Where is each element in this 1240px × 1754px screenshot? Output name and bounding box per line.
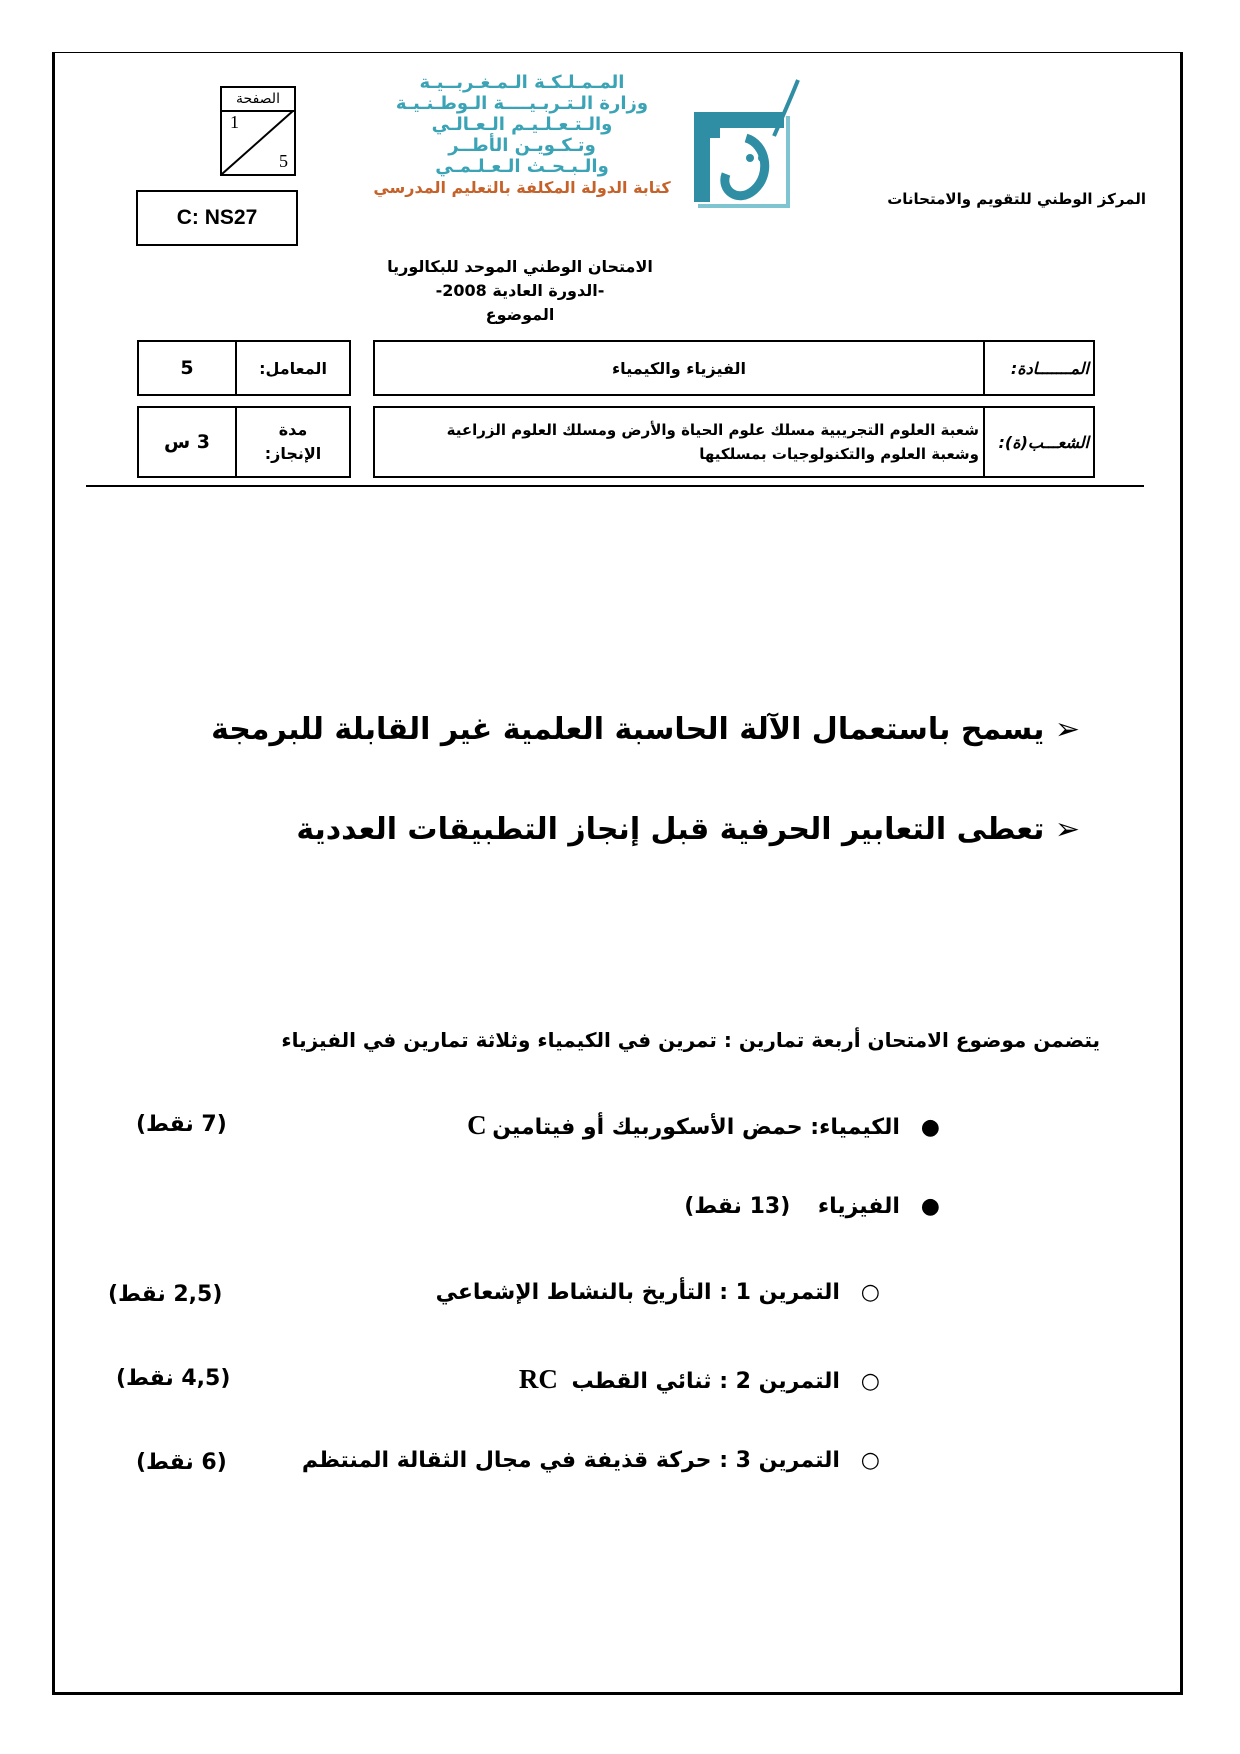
page-total: 5 [279,151,288,171]
branch-line-2: وشعبة العلوم والتكنولوجيات بمسلكيها [699,445,979,463]
note-text: يسمح باستعمال الآلة الحاسبة العلمية غير القابلة للبرمجة [211,712,1045,747]
note-calculator [200,712,1080,747]
ministry-line: والـبـحـث الـعـلـمـي [435,156,609,177]
chemistry-points: (7 نقط) [136,1112,227,1137]
duration-label [236,407,350,477]
ministry-logo-icon [690,78,820,228]
physics-points: (13 نقط) [684,1194,791,1219]
chemistry-item [467,1110,940,1141]
subject-value: الفيزياء والكيمياء [374,341,984,395]
subject-label: المـــــــادة: [984,341,1094,395]
exercise-points: (6 نقط) [136,1450,227,1475]
duration-table [137,406,351,478]
circle-bullet-icon: ○ [845,1369,880,1394]
chemistry-title: الكيمياء: حمض الأسكوربيك أو فيتامين [492,1115,900,1140]
exam-code: C: NS27 [136,190,298,246]
exercise-points: (4,5 نقط) [116,1366,231,1391]
chemistry-latin: C [467,1110,487,1140]
header-separator [86,485,1144,487]
ministry-line: المـمـلـكـة الـمـغـربــيـة [419,72,625,93]
subject-table [373,340,1095,396]
coef-table [137,340,351,396]
exercise-title: التمرين 3 : حركة قذيفة في مجال الثقالة المنتظم [301,1448,840,1473]
page-current: 1 [230,112,239,132]
coef-label: المعامل: [236,341,350,395]
circle-bullet-icon: ○ [845,1280,880,1305]
arrow-icon: ➢ [1054,712,1080,747]
branch-line-1: شعبة العلوم التجريبية مسلك علوم الحياة والأرض ومسلك العلوم الزراعية [446,421,979,439]
duration-label-1: مدة [278,420,308,439]
note-text: تعطى التعابير الحرفية قبل إنجاز التطبيقات العددية [296,812,1045,847]
page-label: الصفحة [222,88,294,112]
ministry-line: والـتـعـلـيـم الـعـالـي [431,114,613,135]
exercise-title: التمرين 1 : التأريخ بالنشاط الإشعاعي [435,1280,840,1305]
physics-item [684,1194,940,1219]
exam-title: الامتحان الوطني الموحد للبكالوريا [387,257,653,276]
circle-bullet-icon: ○ [845,1448,880,1473]
secretariat: كتابة الدولة المكلفة بالتعليم المدرسي [373,178,671,197]
exam-intro: يتضمن موضوع الامتحان أربعة تمارين : تمرين في الكيمياء وثلاثة تمارين في الفيزياء [281,1028,1100,1052]
exercise-item [302,1448,880,1473]
branch-label: الشعـــب(ة): [984,407,1094,477]
bullet-icon: ● [905,1115,940,1140]
subject-word: الموضوع [485,305,555,324]
physics-title: الفيزياء [817,1194,900,1219]
ministry-line: وتـكـويـن الأطــر [448,135,596,156]
bullet-icon: ● [905,1194,940,1219]
ministry-text [360,72,684,198]
exercise-item [519,1364,880,1395]
arrow-icon: ➢ [1054,812,1080,847]
exam-session: -الدورة العادية 2008- [435,281,605,300]
branch-table [373,406,1095,478]
center-name: المركز الوطني للتقويم والامتحانات [887,190,1146,208]
exam-heading [340,255,700,327]
exercise-latin: RC [518,1364,558,1394]
page-number-box [220,86,296,176]
exercise-item [436,1280,880,1305]
ministry-line: وزارة الـتـربـيــــة الـوطـنـيـة [395,93,649,114]
duration-label-2: الإنجاز: [264,444,322,463]
note-literal-expressions [200,812,1080,847]
exercise-points: (2,5 نقط) [108,1282,223,1307]
duration-value: 3 س [138,407,236,477]
exercise-title: التمرين 2 : ثنائي القطب [571,1369,840,1394]
branch-value [374,407,984,477]
coef-value: 5 [138,341,236,395]
